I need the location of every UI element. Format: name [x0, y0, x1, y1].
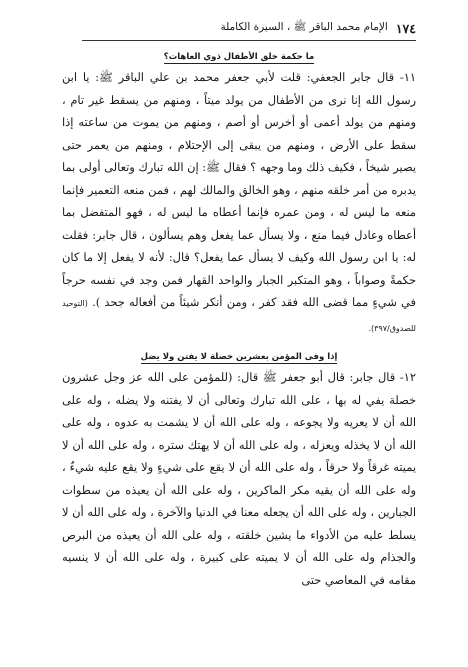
section-heading-text: إذا وفى المؤمن بعشرين خصلة لا يفتن ولا يضل — [140, 352, 338, 362]
hadith-paragraph — [62, 366, 416, 591]
section-heading — [62, 352, 416, 362]
header-rule — [82, 40, 416, 41]
page-number: ١٧٤ — [395, 20, 416, 36]
running-title: الإمام محمد الباقر ﷺ ، السيرة الكاملة — [220, 20, 388, 33]
hadith-paragraph — [62, 66, 416, 340]
hadith-text: ١١- قال جابر الجعفي: قلت لأبي جعفر محمد بن علي الباقر ﷺ: يا ابن رسول الله إنا نرى من الأطفال من يولد ميتاً ، ومنهم من يسقط غير تام ، ومنهم من يولد أعمى أو أخرس أو أصم ، ومنهم من يموت من ساعته إذا سقط على الأرض ، ومنهم من يبقى إلى الإحتلام ، ومنهم من يعمر حتى يصير شيخاً ، فكيف ذلك وما وجهه ؟ فقال ﷺ: إن الله تبارك وتعالى أولى بما يدبره من أمر خلقه منهم ، وهو الخالق والمالك لهم ، فمن منعه التعمير فإنما منعه ما ليس له ، ومن عمره فإنما أعطاه ما ليس له ، فهو المتفضل بما أعطاه وعادل فيما منع ، ولا يسأل عما يفعل وهم يسألون ، قال جابر: فقلت له: يا ابن رسول الله وكيف لا يسأل عما يفعل؟ قال: لأنه لا يفعل إلا ما كان حكمةً وصواباً ، وهو المتكبر الجبار والواحد القهار فمن وجد في نفسه حرجاً في شيءٍ مما قضى الله فقد كفر ، ومن أنكر شيئاً من أفعاله جحد ). — [62, 70, 416, 309]
section-heading — [62, 52, 416, 62]
page-header — [82, 18, 416, 38]
page-body — [62, 52, 416, 591]
section-heading-text: ما حكمة خلق الأطفال ذوي العاهات؟ — [163, 52, 315, 62]
hadith-text: ١٢- قال جابر: قال أبو جعفر ﷺ قال: (للمؤمن على الله عز وجل عشرون خصلة يفي له بها ، على الله تبارك وتعالى أن لا يفتنه ولا يضله ، وله على الله أن لا يعريه ولا يجوعه ، وله على الله أن لا يشمت به عدوه ، وله على الله أن لا يخذله ويعزله ، وله على الله أن لا يهتك ستره ، وله على الله أن لا يميته غرقاً ولا حرقاً ، وله على الله أن لا يقع على شيءٍ ولا يقع عليه شيءٌ ، وله على الله أن يقيه مكر الماكرين ، وله على الله أن يعيذه من سطوات الجبارين ، وله على الله أن يجعله معنا في الدنيا والآخرة ، وله على الله أن لا يسلط عليه من الأدواء ما يشين خلقته ، وله على الله أن يعيذه من البرص والجذام وله على الله أن لا يميته على كبيرة ، وله على الله أن لا ينسيه مقامه في المعاصي حتى — [62, 370, 416, 587]
citation: (التوحيد للصدوق/٣٩٧). — [62, 299, 416, 333]
